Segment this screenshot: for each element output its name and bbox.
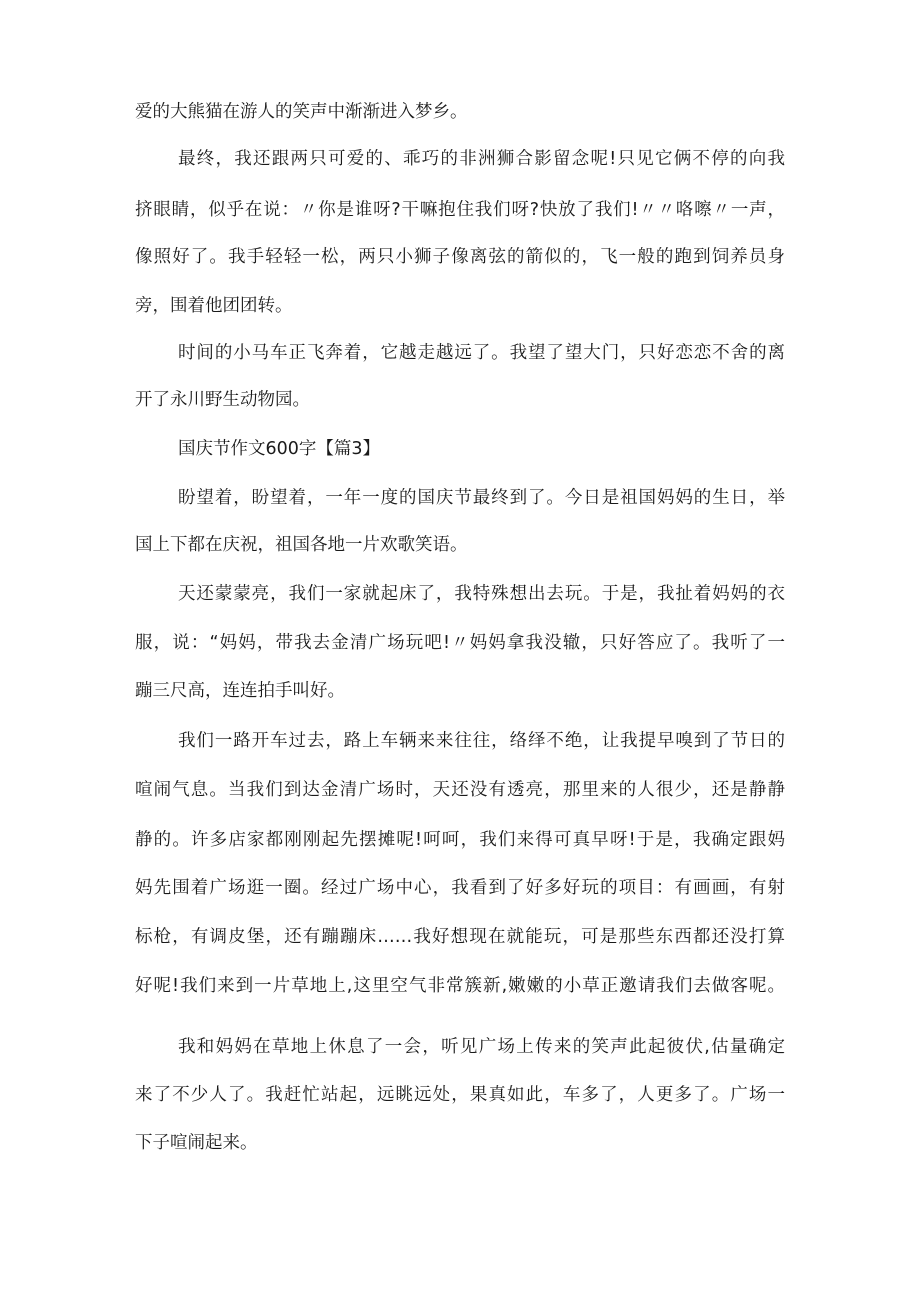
- paragraph-line: 国上下都在庆祝，祖国各地一片欢歌笑语。: [135, 535, 468, 555]
- paragraph-line: 喧闹气息。当我们到达金清广场时，天还没有透亮，那里来的人很少，还是静静: [135, 780, 785, 800]
- paragraph-line: 开了永川野生动物园。: [135, 390, 310, 410]
- section-heading: 国庆节作文600字【篇3】: [178, 439, 381, 459]
- paragraph-line: 旁，围着他团团转。: [135, 296, 293, 316]
- paragraph-line: 挤眼睛，似乎在说：〃你是谁呀?干嘛抱住我们呀?快放了我们!〃〃咯嚓〃一声，: [135, 200, 785, 220]
- paragraph-line: 好呢!我们来到一片草地上,这里空气非常簇新,嫩嫩的小草正邀请我们去做客呢。: [135, 976, 785, 996]
- paragraph-line: 下子喧闹起来。: [135, 1133, 258, 1153]
- paragraph-line: 我和妈妈在草地上休息了一会，听见广场上传来的笑声此起彼伏,估量确定: [178, 1037, 785, 1057]
- paragraph-line: 最终，我还跟两只可爱的、乖巧的非洲狮合影留念呢!只见它俩不停的向我: [178, 149, 785, 169]
- paragraph-line: 静的。许多店家都刚刚起先摆摊呢!呵呵，我们来得可真早呀!于是，我确定跟妈: [135, 830, 785, 850]
- paragraph-line: 盼望着，盼望着，一年一度的国庆节最终到了。今日是祖国妈妈的生日，举: [178, 488, 785, 508]
- paragraph-line: 我们一路开车过去，路上车辆来来往往，络绎不绝，让我提早嗅到了节日的: [178, 731, 785, 751]
- paragraph-line: 天还蒙蒙亮，我们一家就起床了，我特殊想出去玩。于是，我扯着妈妈的衣: [178, 584, 785, 604]
- paragraph-line: 标枪，有调皮堡，还有蹦蹦床……我好想现在就能玩，可是那些东西都还没打算: [135, 927, 785, 947]
- paragraph-line: 像照好了。我手轻轻一松，两只小狮子像离弦的箭似的，飞一般的跑到饲养员身: [135, 247, 785, 267]
- paragraph-line: 来了不少人了。我赶忙站起，远眺远处，果真如此，车多了，人更多了。广场一: [135, 1085, 785, 1105]
- paragraph-line: 服，说：“妈妈，带我去金清广场玩吧!〃妈妈拿我没辙，只好答应了。我听了一: [135, 633, 785, 653]
- paragraph-line: 蹦三尺高，连连拍手叫好。: [135, 681, 345, 701]
- paragraph-line: 妈先围着广场逛一圈。经过广场中心，我看到了好多好玩的项目：有画画，有射: [135, 878, 785, 898]
- paragraph-line: 爱的大熊猫在游人的笑声中渐渐进入梦乡。: [135, 102, 468, 122]
- paragraph-line: 时间的小马车正飞奔着，它越走越远了。我望了望大门，只好恋恋不舍的离: [178, 343, 785, 363]
